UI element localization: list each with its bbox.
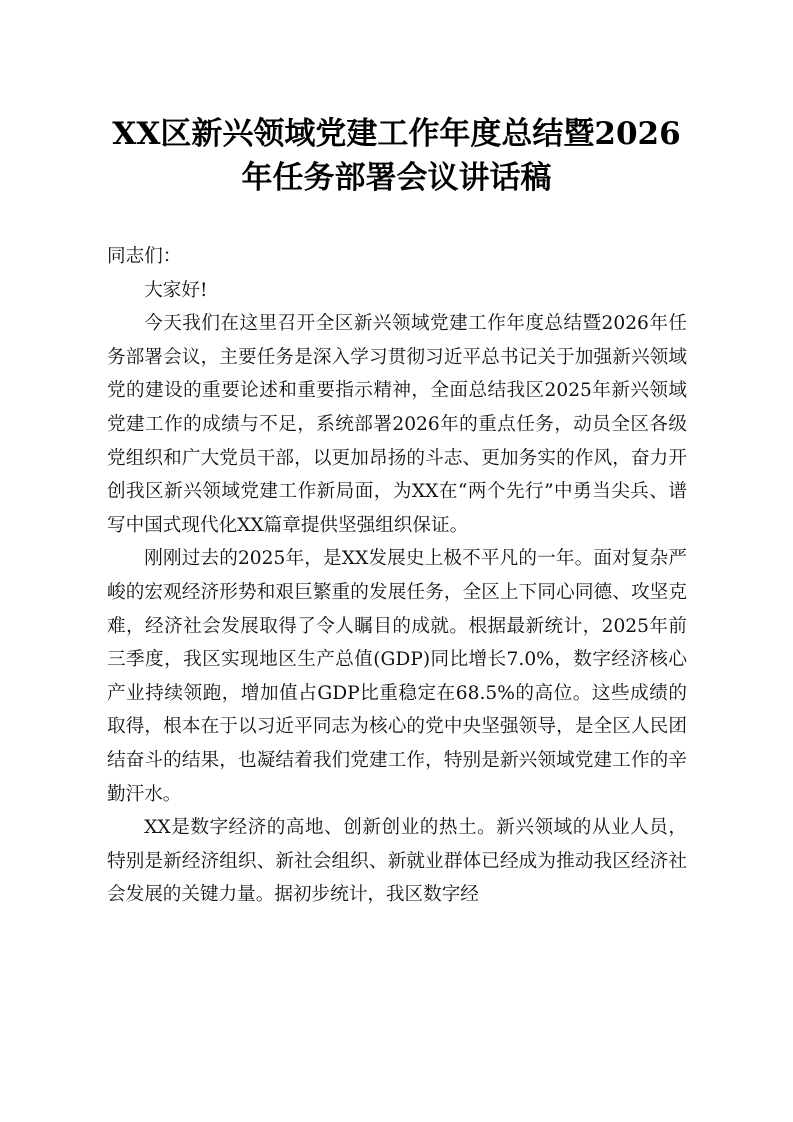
salutation: 同志们： bbox=[107, 246, 182, 267]
paragraph-intro: 今天我们在这里召开全区新兴领域党建工作年度总结暨2026年任务部署会议，主要任务是深入学习贯彻习近平总书记关于加强新兴领域党的建设的重要论述和重要指示精神，全面总结我区2025年新兴领域党建工作的成绩与不足，系统部署2026年的重点任务，动员全区各级党组织和广大党员干部，以更加昂扬的斗志、更加务实的作风，奋力开创我区新兴领域党建工作新局面，为XX在“两个先行”中勇当尖兵、谱写中国式现代化XX篇章提供坚强组织保证。 bbox=[107, 313, 687, 536]
title-line-2: 年任务部署会议讲话稿 bbox=[241, 160, 552, 196]
document-title bbox=[60, 112, 733, 200]
greeting: 大家好! bbox=[144, 279, 208, 301]
title-line-1: XX区新兴领域党建工作年度总结暨2026 bbox=[112, 116, 681, 152]
document-body bbox=[107, 240, 687, 912]
paragraph-review-2025: 刚刚过去的2025年，是XX发展史上极不平凡的一年。面对复杂严峻的宏观经济形势和艰巨繁重的发展任务，全区上下同心同德、攻坚克难，经济社会发展取得了令人瞩目的成就。根据最新统计，2025年前三季度，我区实现地区生产总值(GDP)同比增长7.0%，数字经济核心产业持续领跑，增加值占GDP比重稳定在68.5%的高位。这些成绩的取得，根本在于以习近平同志为核心的党中央坚强领导，是全区人民团结奋斗的结果，也凝结着我们党建工作，特别是新兴领域党建工作的辛勤汗水。 bbox=[107, 548, 687, 805]
paragraph-digital-economy: XX是数字经济的高地、创新创业的热土。新兴领域的从业人员，特别是新经济组织、新社会组织、新就业群体已经成为推动我区经济社会发展的关键力量。据初步统计，我区数字经 bbox=[107, 817, 687, 906]
